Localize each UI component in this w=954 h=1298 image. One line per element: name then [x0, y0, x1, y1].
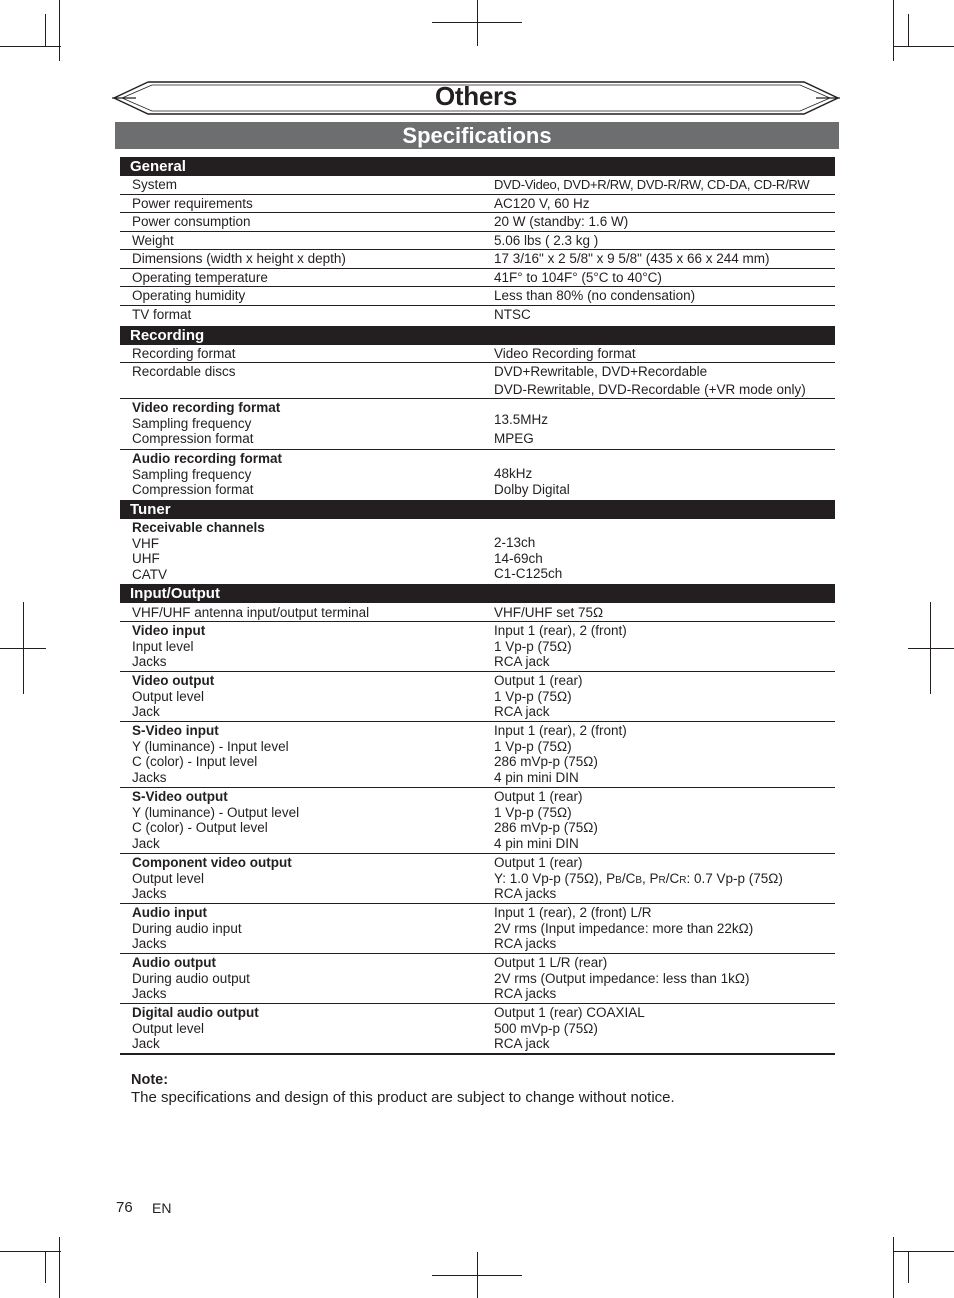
row-label: During audio input [132, 920, 242, 936]
section-heading-recording: Recording [120, 326, 835, 345]
row-label: Jacks [132, 986, 167, 1001]
table-row [120, 854, 835, 904]
row-value: DVD‑Rewritable, DVD‑Recordable (+VR mode only) [494, 382, 806, 397]
row-value: Input 1 (rear), 2 (front) [494, 723, 627, 738]
row-value: 286 mVp-p (75Ω) [494, 754, 598, 769]
row-value: 4 pin mini DIN [494, 835, 579, 851]
table-row [120, 1004, 835, 1055]
note-block [131, 1072, 831, 1107]
row-label: TV format [132, 306, 192, 322]
note-text: The specifications and design of this product are subject to change without notice. [131, 1089, 675, 1106]
general-rows [120, 176, 835, 324]
row-label: Sampling frequency [132, 415, 252, 431]
row-group-title: Audio output [132, 955, 216, 970]
row-label: Input level [132, 638, 194, 654]
row-label: System [132, 177, 178, 192]
row-label: Jack [132, 835, 160, 851]
row-value: Video Recording format [494, 346, 636, 361]
row-group-title: Audio input [132, 905, 207, 920]
row-group-title: Audio recording format [132, 451, 283, 466]
row-value: 286 mVp-p (75Ω) [494, 820, 598, 835]
row-label: Jack [132, 704, 160, 719]
table-row [120, 176, 835, 195]
row-label: Y (luminance) - Output level [132, 804, 300, 820]
table-row [120, 232, 835, 251]
table-row [120, 287, 835, 306]
row-label: Output level [132, 870, 205, 886]
row-value: Output 1 (rear) [494, 855, 583, 870]
section-heading-tuner: Tuner [120, 500, 835, 519]
page-number: 76 [116, 1199, 133, 1216]
table-row [120, 672, 835, 722]
table-row [120, 722, 835, 788]
row-value: Input 1 (rear), 2 (front) L/R [494, 905, 652, 920]
table-row [120, 250, 835, 269]
row-value: RCA jacks [494, 886, 557, 901]
row-group-title: Digital audio output [132, 1005, 259, 1020]
row-label: Jack [132, 1036, 160, 1051]
table-row [120, 622, 835, 672]
row-group-title: Video input [132, 623, 206, 638]
row-value: RCA jacks [494, 936, 557, 951]
row-value: 2-13ch [494, 535, 536, 550]
row-value: Output 1 (rear) COAXIAL [494, 1005, 645, 1020]
row-value: DVD-Video, DVD+R/RW, DVD-R/RW, CD-DA, CD-R/RW [494, 177, 810, 192]
section-heading-general: General [120, 157, 835, 176]
row-label: VHF [132, 535, 159, 551]
row-value: Less than 80% (no condensation) [494, 288, 696, 303]
note-title: Note: [131, 1072, 169, 1088]
row-value: Dolby Digital [494, 481, 570, 497]
row-group-title: Video recording format [132, 400, 281, 415]
row-value: NTSC [494, 306, 531, 322]
row-value: 1 Vp-p (75Ω) [494, 688, 572, 704]
row-label: Jacks [132, 769, 167, 785]
row-label: Compression format [132, 431, 254, 446]
row-value: AC120 V, 60 Hz [494, 195, 590, 211]
row-value: 17 3/16" x 2 5/8" x 9 5/8" (435 x 66 x 244 mm) [494, 251, 770, 266]
row-group-title: Video output [132, 673, 215, 688]
row-label: Power consumption [132, 214, 251, 229]
row-label: Output level [132, 1020, 205, 1036]
row-value: 1 Vp-p (75Ω) [494, 638, 572, 654]
row-value: VHF/UHF set 75Ω [494, 605, 604, 620]
row-value: 500 mVp-p (75Ω) [494, 1020, 598, 1036]
section-title: Specifications [115, 122, 839, 149]
table-row [120, 519, 835, 584]
row-label: Sampling frequency [132, 466, 252, 482]
table-row [120, 213, 835, 232]
row-label: Jacks [132, 936, 167, 951]
table-row [120, 603, 835, 622]
row-label: Operating temperature [132, 269, 268, 285]
row-value: Y: 1.0 Vp-p (75Ω), PB/CB, PR/CR: 0.7 Vp-p (75Ω) [494, 870, 783, 886]
row-label: UHF [132, 551, 160, 566]
row-value: Input 1 (rear), 2 (front) [494, 623, 627, 638]
row-label: VHF/UHF antenna input/output terminal [132, 605, 370, 620]
row-value: 48kHz [494, 466, 533, 481]
table-row [120, 306, 835, 325]
spec-table [120, 157, 835, 1055]
row-value: MPEG [494, 431, 534, 446]
table-row [120, 954, 835, 1004]
table-row [120, 450, 835, 500]
row-value: Output 1 L/R (rear) [494, 955, 608, 970]
row-value: RCA jack [494, 1036, 550, 1051]
row-value: 1 Vp-p (75Ω) [494, 738, 572, 754]
row-label: C (color) - Input level [132, 754, 258, 769]
row-value: RCA jack [494, 704, 550, 719]
row-label: Jacks [132, 654, 167, 669]
table-row [120, 269, 835, 288]
row-label: Power requirements [132, 195, 253, 211]
section-heading-input-output: Input/Output [120, 584, 835, 603]
row-value: 4 pin mini DIN [494, 769, 579, 785]
row-value: 2V rms (Input impedance: more than 22kΩ) [494, 920, 754, 936]
row-value: RCA jack [494, 654, 550, 669]
row-value: 14-69ch [494, 550, 543, 566]
row-value: 2V rms (Output impedance: less than 1kΩ) [494, 970, 750, 986]
row-label: Output level [132, 688, 205, 704]
row-value: 13.5MHz [494, 412, 549, 427]
row-label: Y (luminance) - Input level [132, 738, 289, 754]
row-value: 1 Vp-p (75Ω) [494, 804, 572, 820]
row-label: During audio output [132, 970, 250, 986]
row-value: 20 W (standby: 1.6 W) [494, 214, 629, 229]
table-row [120, 345, 835, 363]
row-label: Recordable discs [132, 364, 236, 379]
language-code: EN [152, 1200, 172, 1216]
chapter-title: Others [434, 81, 517, 111]
row-label: Dimensions (width x height x depth) [132, 251, 346, 266]
row-group-title: S-Video input [132, 723, 219, 738]
page-footer [116, 1199, 172, 1216]
row-value: Output 1 (rear) [494, 789, 583, 804]
row-label: Operating humidity [132, 288, 246, 303]
row-value: 41F° to 104F° (5°C to 40°C) [494, 269, 662, 285]
row-group-title: S-Video output [132, 789, 228, 804]
row-value: DVD+Rewritable, DVD+Recordable [494, 364, 708, 379]
row-label: CATV [132, 566, 168, 582]
row-value: 5.06 lbs ( 2.3 kg ) [494, 232, 599, 248]
table-row [120, 362, 835, 399]
table-row [120, 399, 835, 450]
chapter-banner [112, 80, 840, 116]
row-label: Compression format [132, 482, 254, 497]
row-label: Recording format [132, 346, 236, 361]
table-row [120, 195, 835, 214]
row-value: C1-C125ch [494, 566, 563, 581]
table-row [120, 788, 835, 854]
row-label: Jacks [132, 886, 167, 901]
row-value: RCA jacks [494, 986, 557, 1001]
row-label: Weight [132, 232, 174, 248]
row-label: C (color) - Output level [132, 820, 268, 835]
row-group-title: Component video output [132, 855, 292, 870]
row-group-title: Receivable channels [132, 520, 265, 535]
row-value: Output 1 (rear) [494, 673, 583, 688]
table-row [120, 904, 835, 954]
